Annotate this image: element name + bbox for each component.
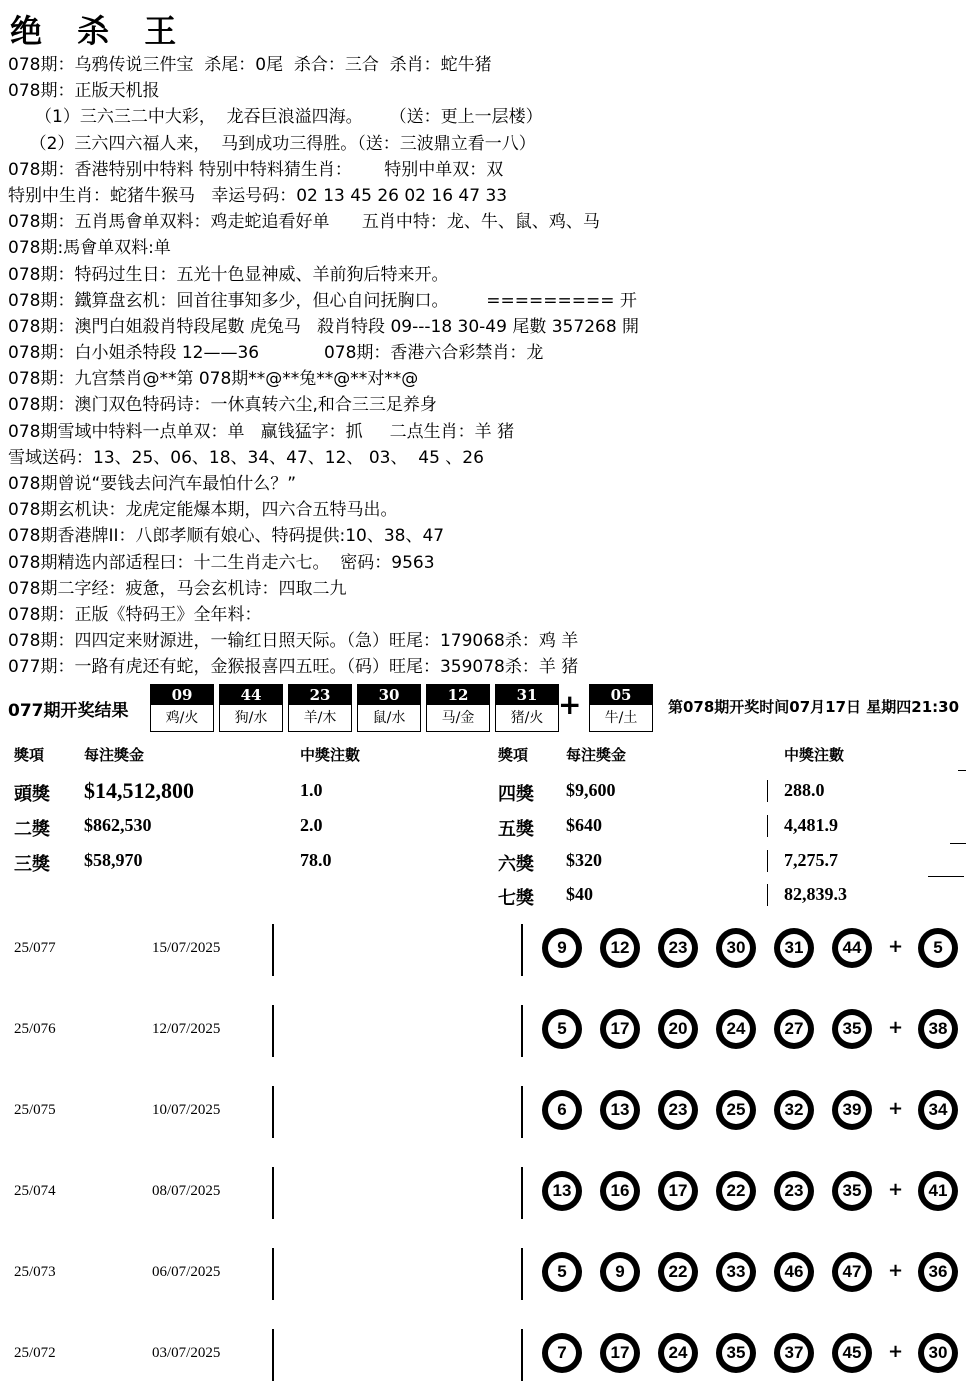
history-row [0, 1072, 969, 1152]
number-ball [542, 1252, 582, 1292]
line-two-word: 078期二字经：疲惫，马会玄机诗：四取二九 [8, 578, 347, 599]
prize-amount: $9,600 [566, 780, 616, 800]
result-ball [150, 684, 214, 732]
history-period: 25/072 [14, 1345, 56, 1361]
result-ball-number: 09 [151, 685, 213, 705]
line-snow-numbers: 雪域送码：13、25、06、18、34、47、12、 03、 45 、26 [8, 447, 484, 468]
ball-number: 35 [722, 1339, 750, 1367]
ball-number: 22 [722, 1177, 750, 1205]
prize-name: 頭獎 [14, 784, 50, 804]
divider [521, 1005, 523, 1057]
prize-amount: $640 [566, 815, 602, 835]
number-ball [542, 1009, 582, 1049]
divider [521, 1167, 523, 1219]
history-row [0, 1315, 969, 1395]
prize-name: 二獎 [14, 819, 50, 839]
plus-sign: + [888, 1341, 904, 1362]
special-number-ball [918, 928, 958, 968]
line-birthday: 078期：特码过生日：五光十色显神威、羊前狗后特来开。 [8, 264, 449, 285]
number-ball [600, 1333, 640, 1373]
number-ball [774, 1333, 814, 1373]
number-ball [774, 1009, 814, 1049]
prize-count: 82,839.3 [784, 884, 847, 904]
result-ball [426, 684, 490, 732]
history-date: 10/07/2025 [152, 1102, 221, 1118]
special-number-ball [918, 1333, 958, 1373]
number-ball [774, 1171, 814, 1211]
result-ball [495, 684, 559, 732]
ball-number: 7 [548, 1339, 576, 1367]
prize-count: 78.0 [300, 850, 332, 870]
number-ball [600, 928, 640, 968]
result-label: 077期开奖结果 [8, 701, 129, 721]
ball-number: 6 [548, 1096, 576, 1124]
line-poem-1: （1）三六三二中大彩， 龙吞巨浪溢四海。 （送：更上一层楼） [8, 107, 543, 128]
history-period: 25/073 [14, 1264, 56, 1280]
history-date: 03/07/2025 [152, 1345, 221, 1361]
line-mystic: 078期玄机诀：龙虎定能爆本期，四六合五特马出。 [8, 500, 398, 521]
ball-number: 31 [780, 934, 808, 962]
prize-count: 2.0 [300, 815, 323, 835]
divider [272, 1086, 274, 1138]
number-ball [716, 1090, 756, 1130]
number-ball [716, 1333, 756, 1373]
ball-number: 33 [722, 1258, 750, 1286]
prize-table [0, 740, 969, 910]
ball-number: 20 [664, 1015, 692, 1043]
divider [272, 1329, 274, 1381]
number-ball [658, 1171, 698, 1211]
prize-count: 288.0 [784, 780, 825, 800]
number-ball [832, 1090, 872, 1130]
prize-count: 1.0 [300, 780, 323, 800]
line-kill-tail: 078期：乌鸦传说三件宝 杀尾：0尾 杀合：三合 杀肖：蛇牛猪 [8, 55, 492, 75]
history-row [0, 1234, 969, 1314]
number-ball [600, 1171, 640, 1211]
number-ball [832, 1333, 872, 1373]
line-annual: 078期：正版《特码王》全年料： [8, 604, 262, 625]
number-ball [600, 1090, 640, 1130]
result-ball-number: 44 [220, 685, 282, 705]
ball-number: 37 [780, 1339, 808, 1367]
history-date: 12/07/2025 [152, 1021, 221, 1037]
divider [272, 924, 274, 976]
line-abacus: 078期：鐵算盘玄机：回首往事知多少，但心自问抚胸口。 ========= 开 [8, 290, 637, 311]
history-date: 06/07/2025 [152, 1264, 221, 1280]
number-ball [716, 1252, 756, 1292]
number-ball [716, 928, 756, 968]
number-ball [832, 1171, 872, 1211]
ball-number: 47 [838, 1258, 866, 1286]
line-macau-poem: 078期：澳门双色特码诗：一休真转六尘,和合三三足养身 [8, 395, 437, 416]
ball-number: 36 [924, 1258, 952, 1286]
history-period: 25/076 [14, 1021, 56, 1037]
ball-number: 16 [606, 1177, 634, 1205]
prize-amount: $14,512,800 [84, 778, 194, 803]
ball-number: 46 [780, 1258, 808, 1286]
result-ball [357, 684, 421, 732]
draw-result-bar [8, 684, 966, 732]
number-ball [774, 1252, 814, 1292]
number-ball [832, 1009, 872, 1049]
number-ball [658, 928, 698, 968]
ball-number: 23 [664, 934, 692, 962]
line-white-lady: 078期：白小姐杀特段 12——36 078期：香港六合彩禁肖：龙 [8, 343, 544, 364]
prize-count: 4,481.9 [784, 815, 838, 835]
ball-number: 35 [838, 1015, 866, 1043]
ball-number: 24 [664, 1339, 692, 1367]
divider [767, 780, 768, 802]
special-number-ball [918, 1009, 958, 1049]
special-ball [589, 684, 653, 732]
line-hk-special: 078期：香港特别中特料 特别中特料猜生肖： 特别中单双：双 [8, 159, 504, 180]
ball-number: 23 [664, 1096, 692, 1124]
number-ball [658, 1252, 698, 1292]
line-nine-palace: 078期：九宫禁肖@**第 078期**@**兔**@**对**@ [8, 369, 419, 390]
history-period: 25/077 [14, 940, 56, 956]
divider [272, 1248, 274, 1300]
prize-name: 七獎 [498, 888, 534, 908]
result-ball [288, 684, 352, 732]
number-ball [658, 1009, 698, 1049]
result-ball-number: 31 [496, 685, 558, 705]
history-date: 15/07/2025 [152, 940, 221, 956]
divider [521, 1329, 523, 1381]
header-item: 獎項 [498, 746, 529, 764]
history-period: 25/075 [14, 1102, 56, 1118]
divider [767, 815, 768, 837]
number-ball [542, 1333, 582, 1373]
ball-number: 13 [548, 1177, 576, 1205]
result-ball [219, 684, 283, 732]
line-lucky-numbers: 特别中生肖：蛇猪牛猴马 幸运号码：02 13 45 26 02 16 47 33 [8, 185, 508, 206]
ball-number: 13 [606, 1096, 634, 1124]
line-macau-kill: 078期：澳門白姐殺肖特段尾數 虎兔马 殺肖特段 09---18 30-49 尾數 357268 開 [8, 316, 640, 337]
ball-number: 44 [838, 934, 866, 962]
prize-count: 7,275.7 [784, 850, 838, 870]
ball-number: 24 [722, 1015, 750, 1043]
ball-number: 38 [924, 1015, 952, 1043]
ball-number: 22 [664, 1258, 692, 1286]
result-ball-zodiac: 马/金 [441, 710, 475, 726]
special-ball-number: 05 [590, 685, 652, 705]
special-number-ball [918, 1171, 958, 1211]
ball-number: 32 [780, 1096, 808, 1124]
ball-number: 5 [924, 934, 952, 962]
ball-number: 27 [780, 1015, 808, 1043]
ball-number: 30 [924, 1339, 952, 1367]
result-ball-zodiac: 猪/火 [510, 710, 544, 726]
ball-number: 41 [924, 1177, 952, 1205]
next-draw-time: 第078期开奖时间07月17日 星期四21:30 [668, 698, 960, 716]
header-count: 中獎注數 [300, 746, 361, 764]
divider [958, 770, 966, 771]
number-ball [832, 928, 872, 968]
divider [767, 850, 768, 872]
result-ball-number: 30 [358, 685, 420, 705]
line-077-tail: 077期：一路有虎还有蛇，金猴报喜四五旺。（码）旺尾：359078杀：羊 猪 [8, 657, 579, 678]
line-hk-card: 078期香港牌II：八郎孝顺有娘心、特码提供:10、38、47 [8, 526, 445, 547]
line-password: 078期精选内部适程曰：十二生肖走六七。 密码：9563 [8, 552, 435, 573]
header-item: 獎項 [14, 746, 45, 764]
ball-number: 17 [606, 1339, 634, 1367]
line-poem-2: （2）三六四六福人来， 马到成功三得胜。（送：三波鼎立看一八） [8, 133, 536, 154]
divider [272, 1005, 274, 1057]
plus-sign: + [888, 1260, 904, 1281]
prize-amount: $58,970 [84, 850, 143, 870]
result-ball-number: 12 [427, 685, 489, 705]
number-ball [542, 1171, 582, 1211]
result-ball-number: 23 [289, 685, 351, 705]
ball-number: 39 [838, 1096, 866, 1124]
page-title: 绝 杀 王 [10, 12, 189, 50]
ball-number: 12 [606, 934, 634, 962]
line-five-zodiac: 078期：五肖馬會单双料：鸡走蛇追看好单 五肖中特：龙、牛、鼠、鸡、马 [8, 212, 600, 233]
line-tianji: 078期：正版天机报 [8, 81, 160, 102]
special-number-ball [918, 1252, 958, 1292]
plus-sign: + [888, 1179, 904, 1200]
result-ball-zodiac: 狗/水 [234, 710, 268, 726]
prediction-lines [8, 52, 963, 681]
ball-number: 17 [664, 1177, 692, 1205]
prize-name: 六獎 [498, 854, 534, 874]
ball-number: 30 [722, 934, 750, 962]
history-row [0, 910, 969, 990]
number-ball [774, 928, 814, 968]
ball-number: 23 [780, 1177, 808, 1205]
line-riddle: 078期曾说“要钱去问汽车最怕什么？” [8, 474, 297, 494]
prize-name: 三獎 [14, 854, 50, 874]
result-ball-zodiac: 羊/木 [303, 710, 337, 726]
number-ball [774, 1090, 814, 1130]
history-row [0, 1153, 969, 1233]
number-ball [832, 1252, 872, 1292]
number-ball [542, 928, 582, 968]
number-ball [542, 1090, 582, 1130]
prize-amount: $320 [566, 850, 602, 870]
prize-amount: $40 [566, 884, 593, 904]
number-ball [658, 1090, 698, 1130]
number-ball [600, 1009, 640, 1049]
number-ball [716, 1171, 756, 1211]
result-ball-zodiac: 鼠/水 [372, 710, 406, 726]
prize-amount: $862,530 [84, 815, 152, 835]
number-ball [716, 1009, 756, 1049]
divider [928, 876, 964, 877]
special-number-ball [918, 1090, 958, 1130]
divider [272, 1167, 274, 1219]
divider [521, 1086, 523, 1138]
ball-number: 35 [838, 1177, 866, 1205]
ball-number: 9 [548, 934, 576, 962]
result-ball-zodiac: 鸡/火 [165, 710, 199, 726]
ball-number: 17 [606, 1015, 634, 1043]
history-date: 08/07/2025 [152, 1183, 221, 1199]
line-078-tail: 078期：四四定来财源进，一输红日照天际。（急）旺尾：179068杀：鸡 羊 [8, 631, 579, 652]
special-ball-zodiac: 牛/土 [604, 710, 638, 726]
number-ball [658, 1333, 698, 1373]
divider [521, 924, 523, 976]
ball-number: 34 [924, 1096, 952, 1124]
header-amount: 每注獎金 [84, 746, 145, 764]
plus-sign: + [888, 936, 904, 957]
ball-number: 5 [548, 1258, 576, 1286]
history-period: 25/074 [14, 1183, 56, 1199]
prize-name: 五獎 [498, 819, 534, 839]
plus-sign: + [558, 688, 582, 721]
line-snow-field: 078期雪域中特料一点单双：单 赢钱猛字：抓 二点生肖：羊 猪 [8, 421, 515, 442]
divider [767, 884, 768, 906]
line-odd-even: 078期:馬會单双料:单 [8, 238, 171, 259]
divider [950, 843, 966, 844]
ball-number: 45 [838, 1339, 866, 1367]
number-ball [600, 1252, 640, 1292]
ball-number: 25 [722, 1096, 750, 1124]
prize-name: 四獎 [498, 784, 534, 804]
ball-number: 9 [606, 1258, 634, 1286]
header-amount: 每注獎金 [566, 746, 627, 764]
history-row [0, 991, 969, 1071]
plus-sign: + [888, 1098, 904, 1119]
ball-number: 5 [548, 1015, 576, 1043]
header-count: 中獎注數 [784, 746, 845, 764]
plus-sign: + [888, 1017, 904, 1038]
divider [521, 1248, 523, 1300]
